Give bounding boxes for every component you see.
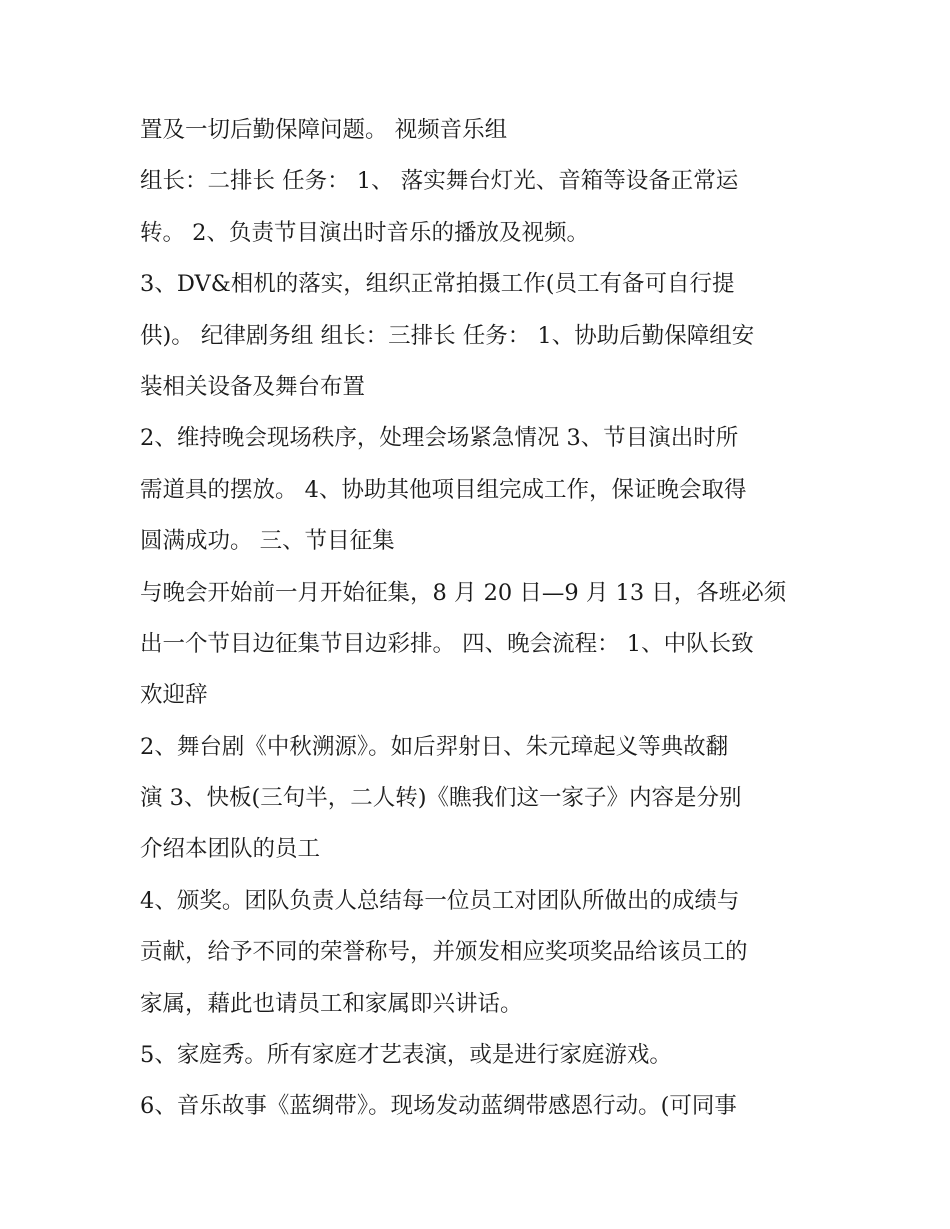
text-line: 圆满成功。 三、节目征集: [140, 528, 395, 555]
text-line: 2、维持晚会现场秩序，处理会场紧急情况 3、节目演出时所: [140, 425, 739, 452]
document-body: [140, 105, 820, 1133]
text-line: 3、DV&相机的落实，组织正常拍摄工作(员工有备可自行提: [140, 271, 735, 298]
text-line: 6、音乐故事《蓝绸带》。现场发动蓝绸带感恩行动。(可同事: [140, 1093, 737, 1120]
text-line: 贡献，给予不同的荣誉称号，并颁发相应奖项奖品给该员工的: [140, 939, 748, 966]
text-line: 组长：二排长 任务： 1、 落实舞台灯光、音箱等设备正常运: [140, 168, 739, 195]
text-line: 供)。 纪律剧务组 组长：三排长 任务： 1、协助后勤保障组安: [140, 322, 755, 349]
text-line: 出一个节目边征集节目边彩排。 四、晚会流程： 1、中队长致: [140, 630, 754, 657]
text-line: 转。 2、负责节目演出时音乐的播放及视频。: [140, 219, 589, 246]
text-line: 与晚会开始前一月开始征集，8 月 20 日—9 月 13 日，各班必须: [140, 579, 787, 606]
text-line: 置及一切后勤保障问题。 视频音乐组: [140, 117, 508, 143]
text-line: 4、颁奖。团队负责人总结每一位员工对团队所做出的成绩与: [140, 887, 740, 914]
text-line: 需道具的摆放。 4、协助其他项目组完成工作，保证晚会取得: [140, 476, 747, 503]
text-line: 5、家庭秀。所有家庭才艺表演，或是进行家庭游戏。: [140, 1042, 672, 1069]
text-line: 介绍本团队的员工: [140, 836, 321, 863]
text-line: 欢迎辞: [140, 682, 208, 709]
text-line: 演 3、快板(三句半，二人转)《瞧我们这一家子》内容是分别: [140, 785, 742, 812]
text-line: 家属，藉此也请员工和家属即兴讲话。: [140, 990, 523, 1017]
text-line: 装相关设备及舞台布置: [140, 373, 366, 400]
text-line: 2、舞台剧《中秋溯源》。如后羿射日、朱元璋起义等典故翻: [140, 733, 729, 760]
